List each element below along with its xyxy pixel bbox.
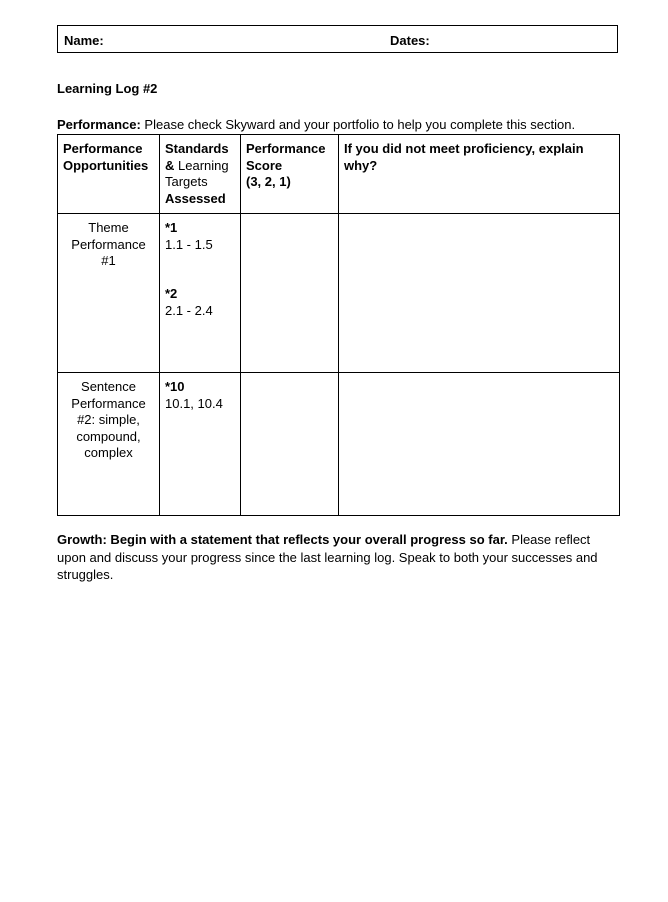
header-explain: If you did not meet proficiency, explain why? [339, 135, 620, 214]
opportunity-cell: Sentence Performance #2: simple, compound, complex [58, 373, 160, 516]
growth-text: Please reflect upon and discuss your progress since the last learning log. Speak to both your successes and struggles. [57, 532, 598, 582]
opportunity-cell: Theme Performance #1 [58, 214, 160, 373]
header-opportunities: Performance Opportunities [58, 135, 160, 214]
standard-targets: 1.1 - 1.5 [165, 236, 213, 252]
table-row [58, 373, 620, 516]
growth-bold: Growth: Begin with a statement that reflects your overall progress so far. [57, 532, 508, 547]
header-standards: Standards & Learning Targets Assessed [160, 135, 241, 214]
standard-code: *2 [165, 286, 178, 301]
performance-table [57, 134, 620, 516]
score-input-cell[interactable] [241, 373, 339, 516]
name-dates-box [57, 25, 618, 53]
explain-input-cell[interactable] [339, 373, 620, 516]
standard-targets: 10.1, 10.4 [165, 395, 223, 411]
standard-targets: 2.1 - 2.4 [165, 302, 213, 318]
table-row [58, 214, 620, 373]
name-field-label[interactable]: Name: [64, 33, 104, 48]
performance-label: Performance: [57, 117, 141, 132]
header-score: Performance Score (3, 2, 1) [241, 135, 339, 214]
standards-cell [160, 373, 241, 516]
performance-instruction-text: Please check Skyward and your portfolio to help you complete this section. [140, 117, 576, 132]
table-header-row [58, 135, 620, 214]
standard-code: *1 [165, 220, 178, 235]
standards-cell [160, 214, 241, 373]
growth-prompt [57, 531, 619, 584]
standard-code: *10 [165, 379, 185, 394]
score-input-cell[interactable] [241, 214, 339, 373]
performance-instruction [57, 117, 575, 132]
explain-input-cell[interactable] [339, 214, 620, 373]
dates-field-label[interactable]: Dates: [390, 33, 430, 48]
page-title: Learning Log #2 [57, 81, 158, 96]
